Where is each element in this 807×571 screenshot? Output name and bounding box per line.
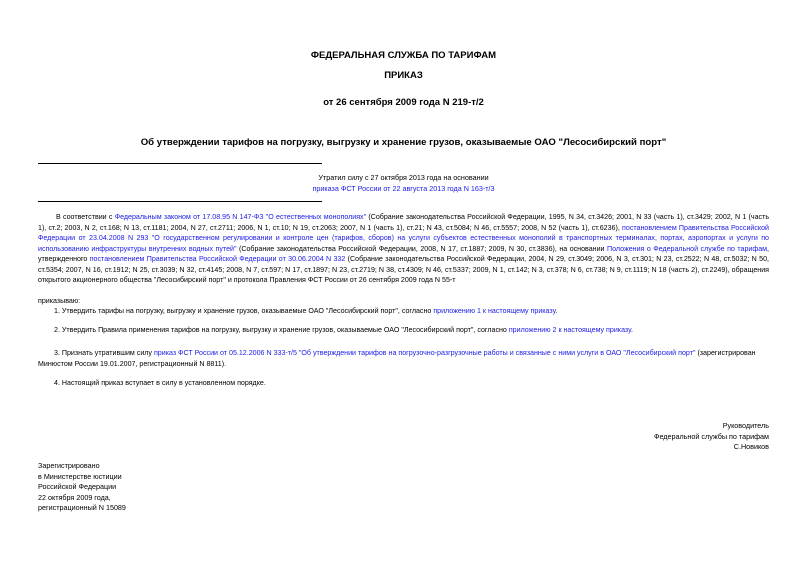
signer-name: С.Новиков: [733, 442, 769, 451]
signer-organization: Федеральной службы по тарифам: [654, 431, 769, 441]
lapse-note: [0, 172, 807, 194]
agency-title: ФЕДЕРАЛЬНАЯ СЛУЖБА ПО ТАРИФАМ: [310, 50, 497, 61]
signature-block: [654, 421, 769, 453]
order-item-1: [38, 306, 769, 317]
regulation-link[interactable]: Положения о Федеральной службе по тарифам: [607, 244, 768, 253]
item-2-end: .: [630, 326, 633, 334]
orders-label: приказываю:: [38, 297, 81, 305]
appendix-2-link[interactable]: приложению 2 к настоящему приказу: [508, 326, 631, 334]
registration-number: регистрационный N 15089: [38, 503, 126, 512]
preamble-text-4: , утвержденного: [38, 244, 770, 263]
registration-line-1: Зарегистрировано: [38, 461, 100, 470]
repealed-order-link[interactable]: приказ ФСТ России от 05.12.2006 N 333-т/5 "Об утверждении тарифов на погрузочно-разгрузочные работы и связанные с ними услуги в ОАО "Лесосибирский порт": [153, 349, 696, 357]
document-subject: Об утверждении тарифов на погрузку, выгрузку и хранение грузов, оказываемые ОАО "Лесосибирский порт": [140, 137, 667, 148]
preamble-text-5: (Собрание законодательства Российской Федерации, 2004, N 29, ст.3049; 2006, N 3, ст.301; N 23, ст.2522; N 48, ст.5032; N 50, ст.5354; 2007, N 16, ст.1912; N 25, ст.3039; N 32, ст.4145; 2008, N 7, ст.597; N 17, ст.1897; N 23, ст.2719; N 38, ст.4309; N 46, ст.5337; 2009, N 1, ст.142; N 3, ст.378; N 6, ст.738; N 9, ст.1119; N 18 (часть 2), ст.2249), обращения открытого акционерного общества "Лесосибирский порт" и протокола Правления ФСТ России от 26 сентября 2009 года N 55-т: [38, 255, 769, 284]
lapse-link[interactable]: приказа ФСТ России от 22 августа 2013 года N 163-т/3: [312, 184, 495, 193]
law-link[interactable]: Федеральным законом от 17.08.95 N 147-ФЗ "О естественных монополиях": [114, 213, 367, 221]
item-1-text: 1. Утвердить тарифы на погрузку, выгрузку и хранение грузов, оказываемые ОАО "Лесосибирский порт", согласно: [54, 307, 434, 315]
preamble-text-2: (Собрание законодательства Российской Федерации, 1995, N 34, ст.3426; 2001, N 33 (часть 1), ст.3429; 2002, N 1 (часть 1), ст.2; 2003, N 2, ст.168; N 13, ст.1181; 2004, N 27, ст.2711; 2006, N 1, ст.10; N 19, ст.2063; 2007, N 1 (часть 1), ст.21; N 43, ст.5084; N 46, ст.5557; 2008, N 52 (часть 1), ст.6236),: [38, 213, 770, 232]
registration-line-3: Российской Федерации: [38, 482, 117, 491]
item-3-end: (зарегистрирован Минюстом России 19.01.2007, регистрационный N 8811).: [38, 349, 756, 368]
order-item-4: 4. Настоящий приказ вступает в силу в установленном порядке.: [54, 379, 266, 387]
registration-block: [38, 461, 126, 514]
preamble-text-1: В соответствии с: [56, 213, 115, 221]
order-item-2: [38, 325, 769, 336]
preamble-paragraph: [38, 212, 769, 286]
item-3-text: 3. Признать утратившим силу: [54, 349, 154, 357]
appendix-1-link[interactable]: приложению 1 к настоящему приказу: [433, 307, 556, 315]
document-type: ПРИКАЗ: [384, 70, 423, 81]
preamble-text-3: (Собрание законодательства Российской Федерации, 2008, N 17, ст.1887; 2009, N 30, ст.3836), на основании: [236, 244, 607, 253]
order-item-3: [38, 348, 769, 369]
government-decree-link[interactable]: постановлением Правительства Российской Федерации от 23.04.2008 N 293 "О государственном регулировании и контроле цен (тарифов, сборов) на услуги субъектов естественных монополий в транспортных терминалах, портах, аэропортах и услуги по использованию инфраструктуры внутренних водных путей": [38, 223, 770, 253]
registration-line-2: в Министерстве юстиции: [38, 471, 122, 481]
document-date: от 26 сентября 2009 года N 219-т/2: [323, 97, 484, 108]
decree-332-link[interactable]: постановлением Правительства Российской Федерации от 30.06.2004 N 332: [89, 255, 346, 263]
item-2-text: 2. Утвердить Правила применения тарифов на погрузку, выгрузку и хранение грузов, оказываемые ОАО "Лесосибирский порт", согласно: [54, 326, 509, 334]
lapse-text: Утратил силу с 27 октября 2013 года на основании: [318, 173, 489, 182]
signer-title: Руководитель: [722, 421, 769, 430]
divider-bottom: [38, 201, 322, 202]
registration-date: 22 октября 2009 года,: [38, 492, 111, 502]
divider-top: [38, 163, 322, 164]
item-1-end: .: [555, 307, 558, 315]
